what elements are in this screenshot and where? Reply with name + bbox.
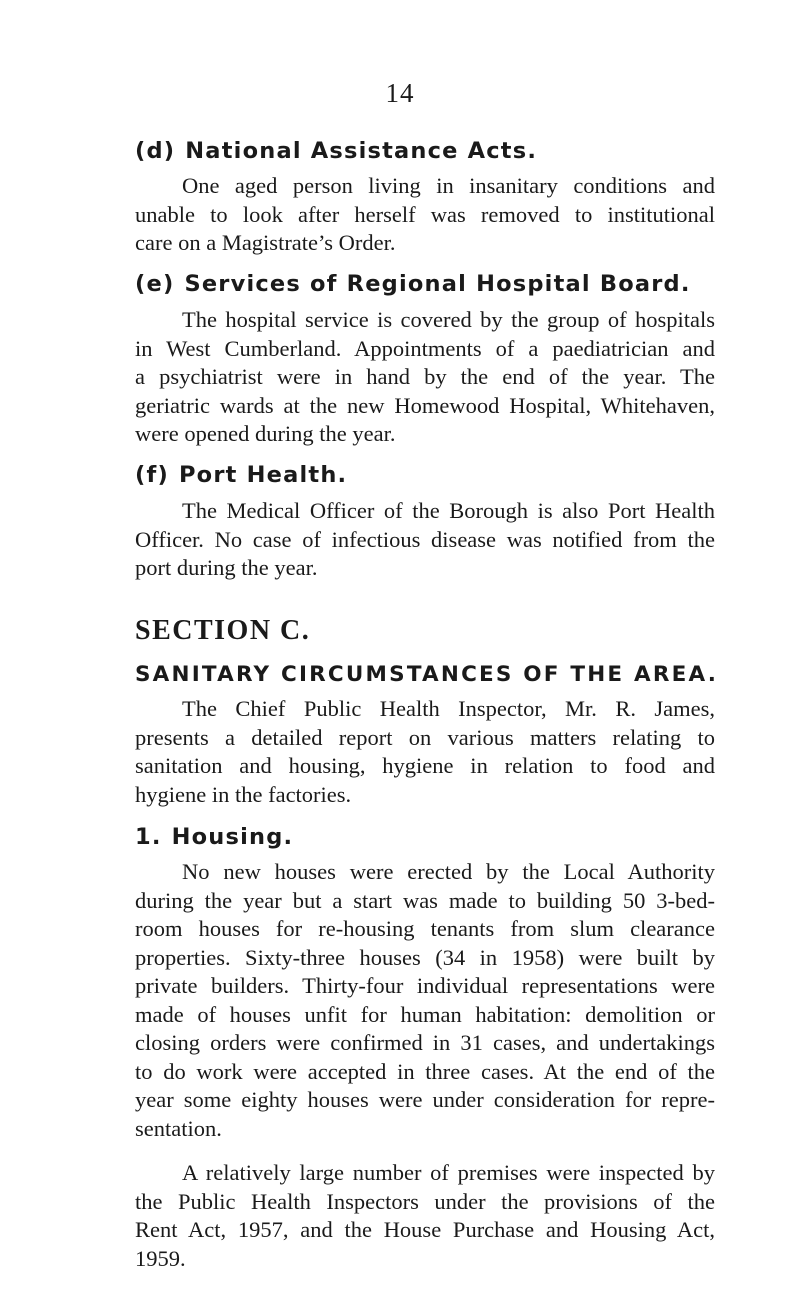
text-line: One aged person living in insanitary conditions and xyxy=(182,173,715,198)
text-line: properties. Sixty-three houses (34 in 1958) were built by xyxy=(135,944,715,970)
paragraph-port-health xyxy=(135,497,715,583)
heading-title-e: Services of Regional Hospital Board. xyxy=(184,271,691,297)
heading-housing xyxy=(135,824,293,850)
text-line: sentation. xyxy=(135,1115,222,1141)
heading-letter-f: (f) xyxy=(135,462,169,488)
text-line: The Medical Officer of the Borough is also Port Health xyxy=(182,498,715,523)
paragraph-housing-2 xyxy=(135,1159,715,1273)
text-line: a psychiatrist were in hand by the end of the year. The xyxy=(135,364,715,389)
text-line: 1959. xyxy=(135,1245,186,1271)
text-line: No new houses were erected by the Local Authority xyxy=(182,859,715,884)
heading-letter-d: (d) xyxy=(135,138,176,164)
text-line: year some eighty houses were under consideration for repre- xyxy=(135,1087,715,1112)
text-line: geriatric wards at the new Homewood Hospital, Whitehaven, xyxy=(135,392,715,418)
text-line: in West Cumberland. Appointments of a paediatrician and xyxy=(135,335,715,361)
section-c-subtitle: SANITARY CIRCUMSTANCES OF THE AREA. xyxy=(135,662,719,687)
text-line: port during the year. xyxy=(135,555,318,580)
text-line: made of houses unfit for human habitation: demolition or xyxy=(135,1001,715,1027)
heading-regional-hospital-board xyxy=(135,271,691,297)
text-line: were opened during the year. xyxy=(135,421,396,446)
text-line: Rent Act, 1957, and the House Purchase and Housing Act, xyxy=(135,1217,715,1242)
text-line: sanitation and housing, hygiene in relation to food and xyxy=(135,753,715,778)
text-line: unable to look after herself was removed to institutional xyxy=(135,201,715,227)
text-line: to do work were accepted in three cases. At the end of the xyxy=(135,1058,715,1084)
text-line: The Chief Public Health Inspector, Mr. R. James, xyxy=(182,696,715,721)
text-line: hygiene in the factories. xyxy=(135,781,352,807)
heading-title-housing: Housing. xyxy=(171,824,294,850)
page-number: 14 xyxy=(385,78,415,108)
heading-number-1: 1. xyxy=(135,824,162,850)
paragraph-sanitary-intro xyxy=(135,695,715,809)
heading-letter-e: (e) xyxy=(135,271,175,297)
text-line: The hospital service is covered by the group of hospitals xyxy=(182,307,715,332)
heading-port-health xyxy=(135,462,347,488)
paragraph-national-assistance xyxy=(135,172,715,258)
text-line: Officer. No case of infectious disease was notified from the xyxy=(135,526,715,552)
text-line: room houses for re-housing tenants from slum clearance xyxy=(135,916,715,941)
heading-title-f: Port Health. xyxy=(178,462,348,488)
text-line: closing orders were confirmed in 31 cases, and undertakings xyxy=(135,1030,715,1055)
text-line: private builders. Thirty-four individual representations were xyxy=(135,973,715,998)
heading-national-assistance-acts xyxy=(135,138,537,164)
text-line: presents a detailed report on various matters relating to xyxy=(135,724,715,750)
paragraph-regional-hospital xyxy=(135,306,715,449)
text-line: during the year but a start was made to building 50 3-bed- xyxy=(135,887,715,913)
section-c-title: SECTION C. xyxy=(135,615,311,646)
text-line: A relatively large number of premises were inspected by xyxy=(182,1160,715,1185)
text-line: care on a Magistrate’s Order. xyxy=(135,230,396,255)
text-line: the Public Health Inspectors under the provisions of the xyxy=(135,1188,715,1214)
paragraph-housing-1 xyxy=(135,858,715,1143)
heading-title-d: National Assistance Acts. xyxy=(185,138,538,164)
